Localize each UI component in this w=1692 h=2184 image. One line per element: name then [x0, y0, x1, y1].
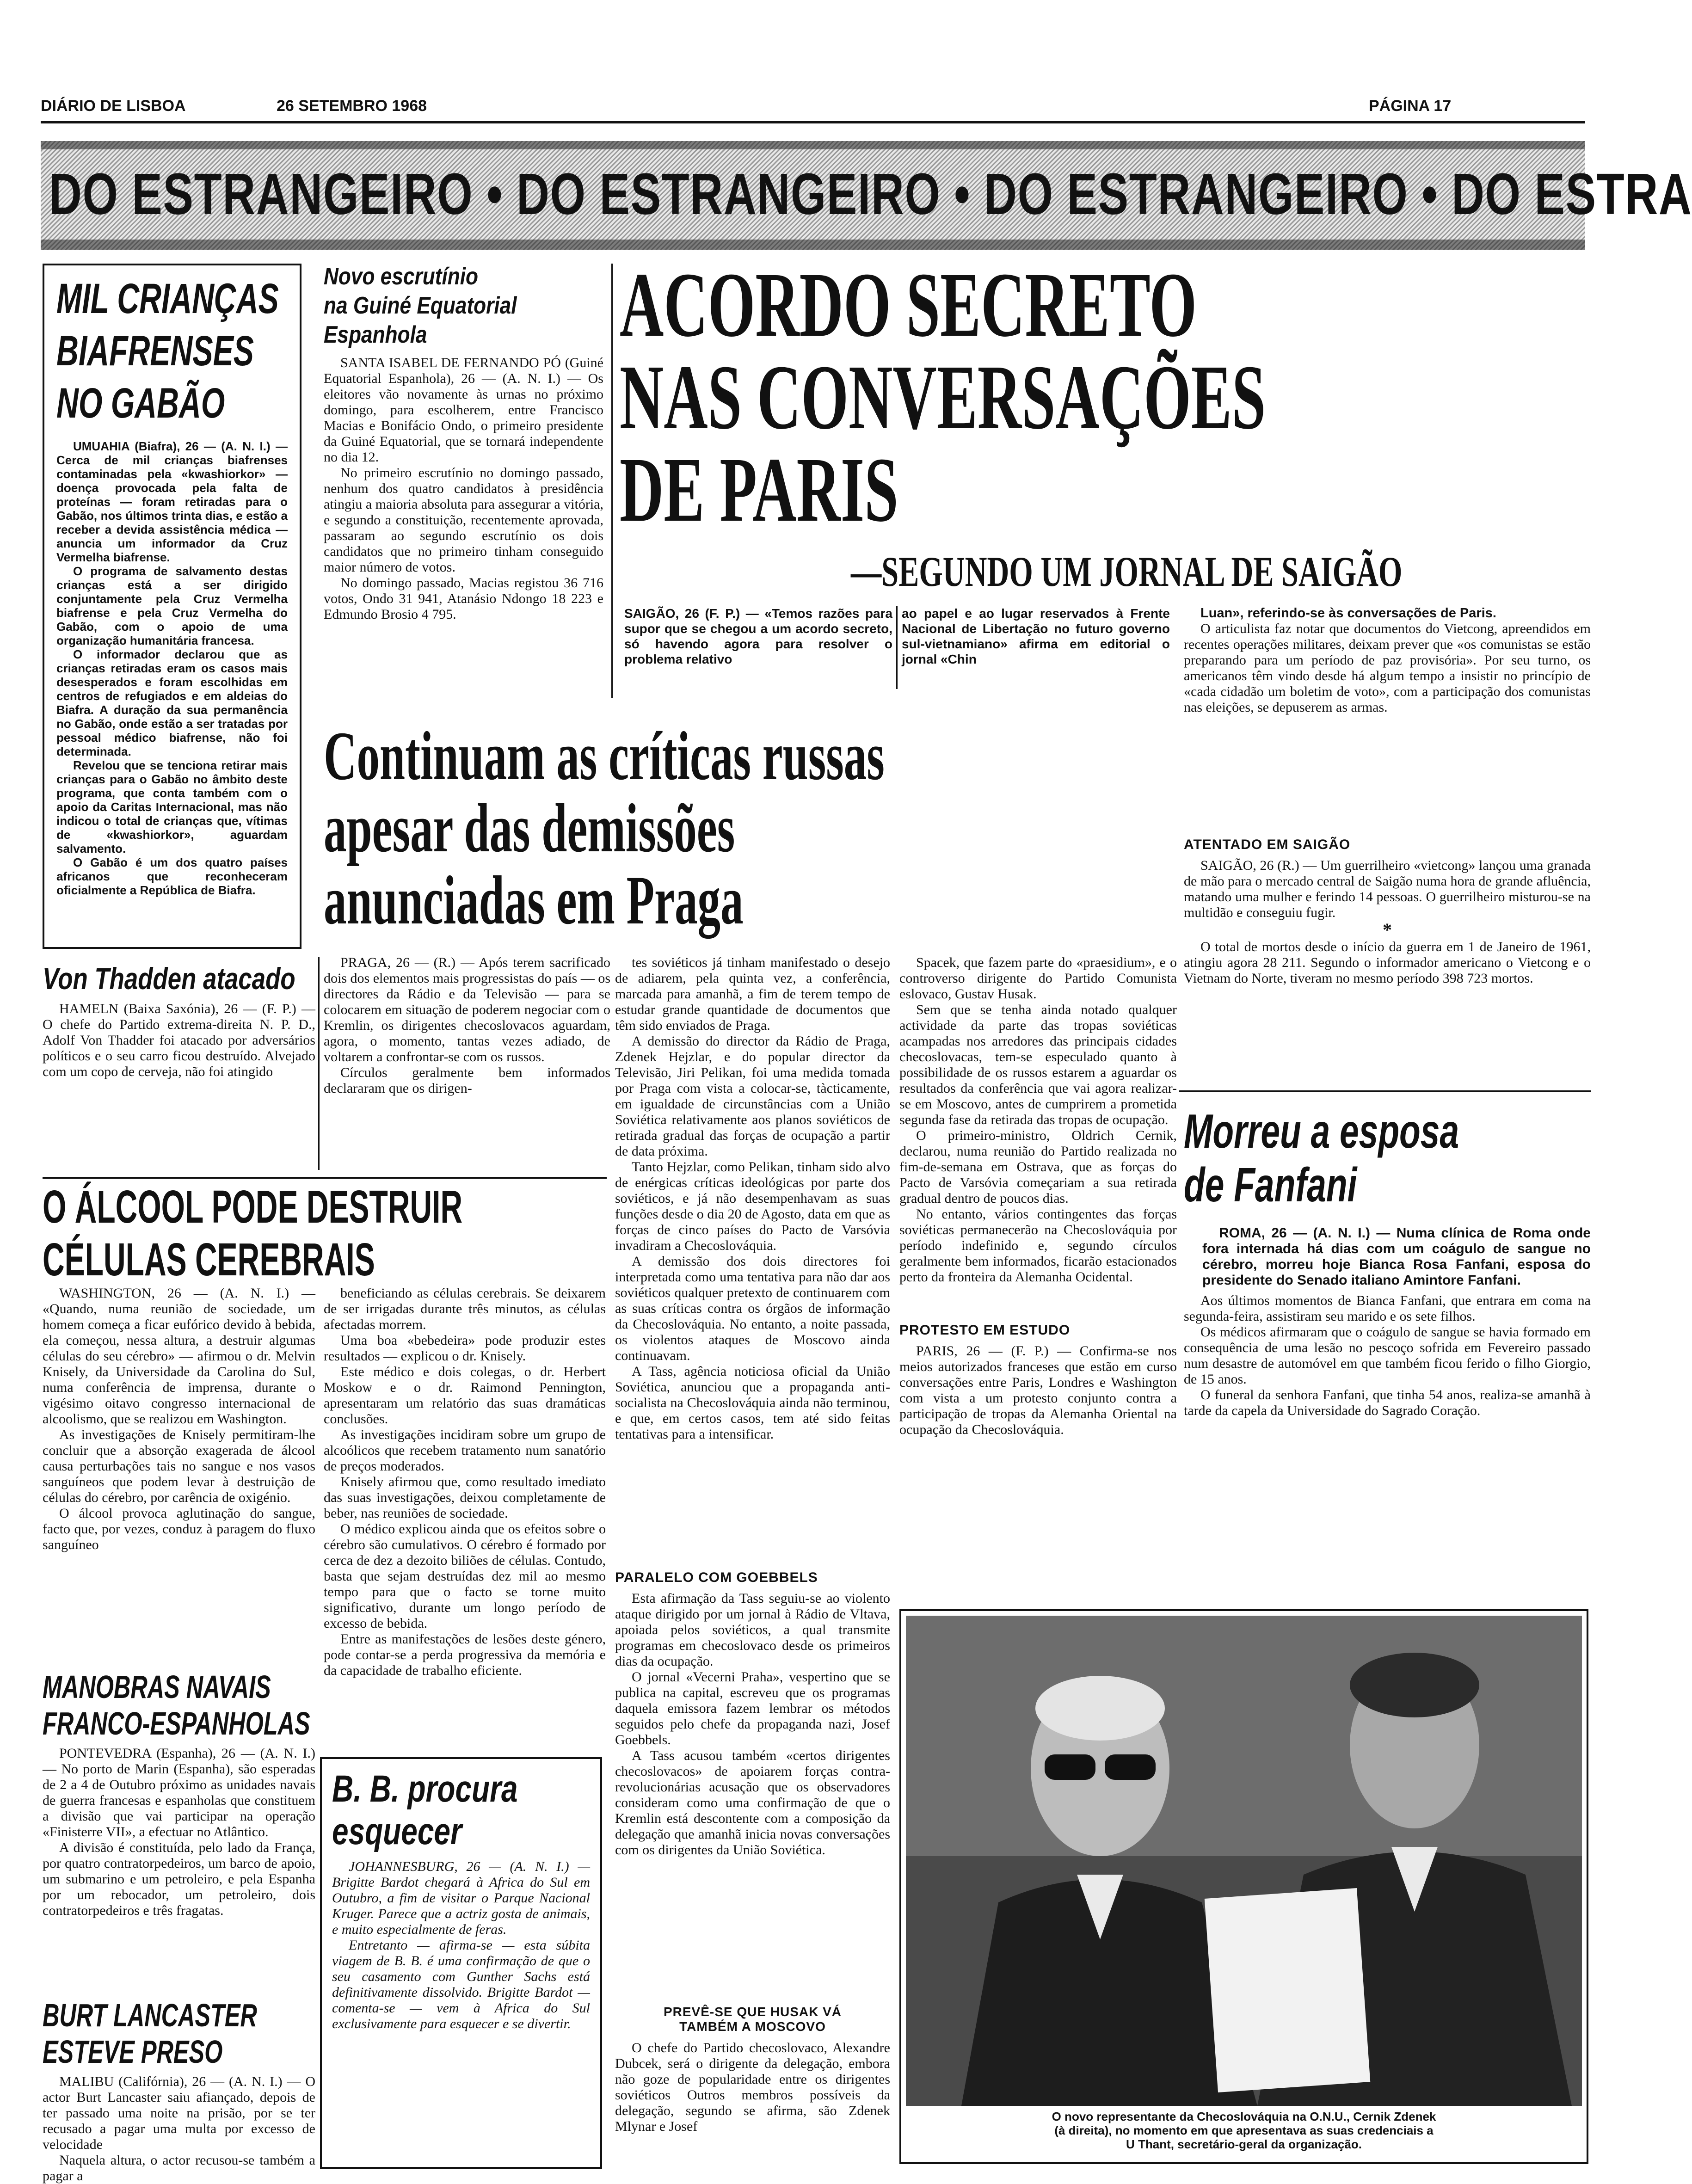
guine-article: [324, 264, 603, 703]
russas-c1-p1: PRAGA, 26 — (R.) — Após terem sacrificado dois dos elementos mais progressistas do país — os directores da Rádio e da Televisão — para se colocarem em situação de poderem negociar com o Kremlin, os dirigentes checoslovacos aguardam, agora, o momento, tantas vezes adiado, de voltarem a confrontar-se com os russos.: [324, 955, 610, 1064]
thadden-text: HAMELN (Baixa Saxónia), 26 — (F. P.) — O chefe do Partido extrema-direita N. P. D., Adolf Von Thadder foi atacado por adversários políticos e o seu carro ficou destruído. Alvejado com um copo de cerveja, não foi atingido: [43, 1001, 315, 1079]
husak-body: [615, 2040, 890, 2165]
russas-title: [324, 718, 1179, 943]
fanfani-title-2: de Fanfani: [1184, 1158, 1357, 1212]
caption-line-2: (à direita), no momento em que apresentava as suas credenciais a: [1054, 2123, 1434, 2137]
guine-title-3: Espanhola: [324, 321, 427, 349]
guine-body: [324, 355, 603, 688]
biafra-para-1: UMUAHIA (Biafra), 26 — (A. N. I.) — Cerca de mil crianças biafrenses contaminadas pela «kwashiorkor» — doença provocada pela falta de proteínas — foram retiradas para o Gabão, nos últimos trinta dias, e estão a receber a devida assistência médica — anuncia um informador da Cruz Vermelha biafrense.: [56, 439, 288, 564]
guine-para-1: SANTA ISABEL DE FERNANDO PÓ (Guiné Equatorial Espanhola), 26 — (A. N. I.) — Os eleitores vão novamente às urnas no próximo domingo, para escolherem, entre Francisco Macias e Bonifácio Ondo, o primeiro presidente da Guiné Equatorial, que se tornará independente no dia 12.: [324, 355, 603, 465]
russas-c2-p2: A demissão do director da Rádio de Praga, Zdenek Hejzlar, e do popular director da Televisão, Jiri Pelikan, foi uma medida tomada por Praga com vista a colocar-se, tàcticamente, em igualdade de circunstâncias com a União Soviética relativamente aos planos soviéticos de retirada gradual das forças de ocupação a partir de data próxima.: [615, 1034, 890, 1159]
lancaster-body: [43, 2074, 315, 2184]
bb-para-2: Entretanto — afirma-se — esta súbita viagem de B. B. é uma confirmação de que o seu casamento com Gunther Sachs está definitivamente dissolvido. Brigitte Bardot — comenta-se — vem à Africa do Sul exclusivamente para esquecer e se divertir.: [332, 1938, 590, 2032]
bb-body: [332, 1859, 590, 2141]
guine-para-2: No primeiro escrutínio no domingo passado, nenhum dos quatro candidatos à presidência atingiu a maioria absoluta para assegurar a vitória, e segundo a constituição, recentemente aprovada, passaram ao segundo escrutínio os dois candidatos que no primeiro tinham conseguido maior número de votos.: [324, 465, 603, 575]
husak-heading-1: PREVÊ-SE QUE HUSAK VÁ: [663, 2005, 842, 2019]
lancaster-title-2: ESTEVE PRESO: [43, 2034, 223, 2070]
paralelo-para-2: O jornal «Vecerni Praha», vespertino que se publica na capital, escreveu que os programas daquela emissora fazem lembrar os métodos seguidos pelo chefe da propaganda nazi, Josef Goebbels.: [615, 1669, 890, 1747]
alcool-c2-p2: Uma boa «bebedeira» pode produzir estes resultados — explicou o dr. Knisely.: [324, 1333, 606, 1364]
acordo-title-2: NAS CONVERSAÇÕES: [620, 346, 1266, 449]
bb-title-1: B. B. procura: [332, 1768, 518, 1810]
biafra-para-2: O programa de salvamento destas crianças está a ser dirigido conjuntamente pela Cruz Vermelha biafrense e pela Cruz Vermelha do Gabão, com o apoio de uma organização humanitária francesa.: [56, 564, 288, 647]
fanfani-para-2: Os médicos afirmaram que o coágulo de sangue se havia formado em consequência de uma lesão no pescoço sofrida em Fevereiro passado num desastre de automóvel em que também ficou ferido o filho Giorgio, de 15 anos.: [1184, 1324, 1591, 1387]
atentado-para-2: O total de mortos desde o início da guerra em 1 de Janeiro de 1961, atingiu agora 28 211. Segundo o informador americano o Vietcong e o Vietnam do Norte, tiveram no mesmo período 398 723 mortos.: [1184, 939, 1591, 986]
acordo-col-2: ao papel e ao lugar reservados à Frente Nacional de Libertação no futuro governo sul-vietnamiano» afirma em editorial o jornal «Chin: [902, 606, 1170, 666]
column-rule: [318, 957, 320, 1170]
banner-text: DO ESTRANGEIRO • DO ESTRANGEIRO • DO ESTRANGEIRO • DO ESTRA: [49, 161, 1692, 227]
russas-c3-p4: No entanto, vários contingentes das forças soviéticas permanecerão na Checoslováquia por período indefinido e, segundo círculos geralmente bem informados, ficarão estacionados perto da fronteira da Alemanha Ocidental.: [899, 1206, 1177, 1285]
russas-c3-p2: Sem que se tenha ainda notado qualquer actividade da parte das tropas soviéticas acampadas nos arredores das principais cidades checoslovacas, tem-se especulado quanto à possibilidade de os russos estarem a aguardar os resultados da conferência que vai agora realizar-se em Moscovo, antes de cumprirem a prometida segunda fase da retirada das tropas de ocupação.: [899, 1002, 1177, 1127]
paralelo-heading: PARALELO COM GOEBBELS: [615, 1570, 818, 1585]
russas-title-1: Continuam as críticas russas: [324, 718, 885, 794]
biafra-title-3: NO GABÃO: [56, 380, 225, 427]
alcool-c2-p5: Knisely afirmou que, como resultado imediato das suas investigações, deixou completamente de beber, nas reuniões de sociedade.: [324, 1474, 606, 1521]
guine-para-3: No domingo passado, Macias registou 36 716 votos, Ondo 31 941, Atanásio Ndongo 18 223 e Edmundo Brosio 4 795.: [324, 575, 603, 622]
alcool-c2-p3: Este médico e dois colegas, o dr. Herbert Moskow e o dr. Raimond Pennington, apresentaram um relatório das suas dramáticas conclusões.: [324, 1364, 606, 1427]
manobras-title-1: MANOBRAS NAVAIS: [43, 1669, 271, 1705]
biafra-title-1: MIL CRIANÇAS: [56, 275, 279, 322]
alcool-col-2: [324, 1286, 606, 1748]
alcool-c1-p3: O álcool provoca aglutinação do sangue, facto que, por vezes, conduz à paragem do fluxo sanguíneo: [43, 1506, 315, 1552]
lancaster-title: [43, 1998, 320, 2072]
protesto-text: PARIS, 26 — (F. P.) — Confirma-se nos meios autorizados franceses que estão em curso conversações entre Paris, Londres e Washington com vista a um protesto conjunto contra a participação de tropas da Alemanha Oriental na ocupação da Checoslováquia.: [899, 1343, 1177, 1437]
alcool-col-1: [43, 1286, 315, 1660]
biafra-body: [56, 439, 288, 920]
biafra-para-4: Revelou que se tenciona retirar mais crianças para o Gabão no âmbito deste programa, que conta também com o apoio da Caritas Internacional, mas não indicou o total de crianças que, vítimas de «kwashiorkor», aguardam salvamento.: [56, 758, 288, 855]
fanfani-body: [1184, 1225, 1591, 1595]
acordo-title-1: ACORDO SECRETO: [620, 254, 1197, 356]
acordo-col-3-lead: Luan», referindo-se às conversações de Paris.: [1200, 606, 1496, 621]
biafra-para-5: O Gabão é um dos quatro países africanos que reconheceram oficialmente a República de Biafra.: [56, 855, 288, 897]
manobras-title-2: FRANCO-ESPANHOLAS: [43, 1705, 310, 1741]
guine-title-1: Novo escrutínio: [324, 263, 479, 290]
bb-article: [320, 1757, 602, 2169]
newspaper-name: DIÁRIO DE LISBOA: [41, 97, 186, 115]
fanfani-para-1: Aos últimos momentos de Bianca Fanfani, que entrara em coma na segunda-feira, assistiram seu marido e os sete filhos.: [1184, 1293, 1591, 1324]
column-rule: [896, 606, 898, 689]
acordo-col-3-text: O articulista faz notar que documentos do Vietcong, apreendidos em recentes operações militares, deixam prever que «os comunistas se estão preparando para um período de paz provisória». Por seu turno, os americanos têm vindo desde há algum tempo a insistir no princípio de «cada cidadão um boletim de voto», com a participação dos comunistas nas eleições, se depuserem as armas.: [1184, 621, 1591, 715]
biafra-title-2: BIAFRENSES: [56, 327, 254, 375]
thadden-body: [43, 1001, 315, 1195]
manobras-para-2: A divisão é constituída, pelo lado da França, por quatro contratorpedeiros, um barco de apoio, um submarino e um petroleiro, e pela Espanha por um rebocador, um petroleiro, dois contratorpedeiros e três fragatas.: [43, 1840, 315, 1918]
alcool-title: [43, 1181, 607, 1286]
atentado-body: [1184, 858, 1591, 1084]
column-rule: [611, 264, 613, 698]
manobras-para-1: PONTEVEDRA (Espanha), 26 — (A. N. I.) — No porto de Marin (Espanha), são esperadas de 2 a 4 de Outubro próximo as unidades navais de guerra francesas e espanholas que constituem a divisão que vai participar na operação «Finisterre VII», a efectuar no Atlântico.: [43, 1746, 315, 1839]
russas-c2-p1: tes soviéticos já tinham manifestado o desejo de adiarem, pela quinta vez, a conferência, marcada para amanhã, a fim de terem tempo de estudar grande quantidade de documentos que têm sido enviados de Praga.: [615, 955, 890, 1033]
lancaster-title-1: BURT LANCASTER: [43, 1997, 257, 2033]
husak-text: O chefe do Partido checoslovaco, Alexandre Dubcek, será o dirigente da delegação, embora não goze de popularidade entre os dirigentes soviéticos Outros membros possíveis da delegação, segundo se afirma, são Zdenek Mlynar e Josef: [615, 2040, 890, 2134]
russas-c2-p5: A Tass, agência noticiosa oficial da União Soviética, anunciou que a propaganda anti-socialista na Checoslováquia ainda não terminou, e que, em certos casos, tem até sido feitas tentativas para a intensificar.: [615, 1364, 890, 1442]
alcool-c1-p2: As investigações de Knisely permitiram-lhe concluir que a absorção exagerada de álcool causa perturbações tais no sangue e nos vasos sanguíneos que podem levar à destruição de células do cérebro, por carência de oxigénio.: [43, 1427, 315, 1505]
acordo-col-3: [1184, 606, 1591, 837]
manobras-title: [43, 1669, 320, 1743]
photo-caption: [906, 2110, 1582, 2151]
russas-col-1: [324, 955, 610, 1177]
biafra-para-3: O informador declarou que as crianças retiradas eram os casos mais desesperados e foram escolhidas em centros de refugiados e em aldeias do Biafra. A duração da sua permanência no Gabão, onde estão a ser tratadas por pessoal médico biafrense, não foi determinada.: [56, 647, 288, 758]
russas-title-3: anunciadas em Praga: [324, 862, 744, 939]
photo-frame: [899, 1609, 1588, 2164]
section-banner: [41, 141, 1692, 250]
russas-title-2: apesar das demissões: [324, 790, 735, 867]
alcool-title-2: CÉLULAS CEREBRAIS: [43, 1234, 375, 1286]
guine-title-2: na Guiné Equatorial: [324, 292, 517, 320]
paralelo-para-3: A Tass acusou também «certos dirigentes checoslovacos» de apoiarem forças contra-revolucionárias acusação que os observadores consideram como uma confirmação de que o Kremlin está descontente com a composição da delegação que amanhã inicia novas conversações com os dirigentes da União Soviética.: [615, 1748, 890, 1858]
fanfani-lead: ROMA, 26 — (A. N. I.) — Numa clínica de Roma onde fora internada há dias com um coágulo de sangue no cérebro, morreu hoje Bianca Rosa Fanfani, esposa do presidente do Senado italiano Amintore Fanfani.: [1202, 1225, 1591, 1288]
bb-title-2: esquecer: [332, 1810, 462, 1853]
issue-date: 26 SETEMBRO 1968: [277, 97, 427, 115]
russas-c3-p1: Spacek, que fazem parte do «praesidium», e o controverso dirigente do Partido Comunista eslovaco, Gustav Husak.: [899, 955, 1177, 1002]
acordo-title-3: DE PARIS: [620, 439, 898, 541]
alcool-c2-p4: As investigações incidiram sobre um grupo de alcoólicos que recebem tratamento num sanatório de preços moderados.: [324, 1427, 606, 1474]
fanfani-para-3: O funeral da senhora Fanfani, que tinha 54 anos, realiza-se amanhã à tarde da capela da Universidade do Sagrado Coração.: [1184, 1387, 1591, 1418]
section-rule: [1179, 1090, 1591, 1092]
acordo-col-1: SAIGÃO, 26 (F. P.) — «Temos razões para supor que se chegou a um acordo secreto, só havendo agora para resolver o problema relativo: [624, 606, 892, 666]
husak-heading-2: TAMBÉM A MOSCOVO: [679, 2019, 826, 2034]
atentado-heading: ATENTADO EM SAIGÃO: [1184, 837, 1351, 852]
husak-heading: [615, 2005, 890, 2034]
fanfani-title-1: Morreu a esposa: [1184, 1105, 1459, 1158]
atentado-para-1: SAIGÃO, 26 (R.) — Um guerrilheiro «vietcong» lançou uma granada de mão para o mercado central de Saigão numa hora de grande afluência, matando uma mulher e ferindo 14 pessoas. O guerrilheiro misturou-se na multidão e conseguiu fugir.: [1184, 858, 1591, 920]
caption-line-3: U Thant, secretário-geral da organização.: [1126, 2137, 1362, 2151]
thadden-title: Von Thadden atacado: [43, 961, 295, 996]
atentado-separator: *: [1383, 919, 1392, 940]
alcool-c1-p1: WASHINGTON, 26 — (A. N. I.) — «Quando, numa reunião de sociedade, um homem começa a ficar eufórico devido à bebida, ela começou, nessa altura, a destruir algumas células do seu cérebro» — afirmou o dr. Melvin Knisely, da Universidade da Carolina do Sul, numa conferência de imprensa, durante o vigésimo oitavo congresso internacional de alcoolismo, que se realizou em Washington.: [43, 1286, 315, 1427]
russas-col-2: [615, 955, 890, 1565]
paralelo-para-1: Esta afirmação da Tass seguiu-se ao violento ataque dirigido por um jornal à Rádio de Vltava, apoiada pelos soviéticos, a qual transmite programas em checoslovaco desde os primeiros dias da ocupação.: [615, 1591, 890, 1669]
news-photo: [906, 1616, 1582, 2106]
photo-illustration: [906, 1616, 1582, 2106]
header-rule: [41, 121, 1585, 123]
lancaster-para-2: Naquela altura, o actor recusou-se também a pagar a: [43, 2153, 315, 2184]
paralelo-body: [615, 1591, 890, 2002]
lancaster-para-1: MALIBU (Califórnia), 26 — (A. N. I.) — O actor Burt Lancaster saiu afiançado, depois de ter passado uma noite na prisão, por se ter recusado a pagar uma multa por excesso de velocidade: [43, 2074, 315, 2152]
caption-line-1: O novo representante da Checoslováquia na O.N.U., Cernik Zdenek: [1052, 2110, 1436, 2123]
page-number: PÁGINA 17: [1369, 97, 1452, 115]
acordo-subtitle: —SEGUNDO UM JORNAL DE SAIGÃO: [851, 548, 1403, 595]
russas-c2-p4: A demissão dos dois directores foi interpretada como uma tentativa para não dar aos soviéticos qualquer pretexto de continuarem com as suas críticas contra os órgãos de informação da Checoslováquia. No entanto, a noite passada, os violentos ataques de Moscovo ainda continuavam.: [615, 1254, 890, 1363]
russas-c3-p3: O primeiro-ministro, Oldrich Cernik, declarou, numa reunião do Partido realizada no fim-de-semana em Ostrava, que as forças do Pacto de Varsóvia começariam a sua retirada gradual dentro de poucos dias.: [899, 1128, 1177, 1206]
russas-c1-p2: Círculos geralmente bem informados declararam que os dirigen-: [324, 1065, 610, 1096]
alcool-title-1: O ÁLCOOL PODE DESTRUIR: [43, 1181, 463, 1233]
manobras-body: [43, 1746, 315, 1991]
protesto-body: [899, 1343, 1177, 1482]
biafra-article: [43, 264, 301, 949]
protesto-heading: PROTESTO EM ESTUDO: [899, 1323, 1071, 1338]
section-rule: [43, 1177, 607, 1179]
alcool-c2-p1: beneficiando as células cerebrais. Se deixarem de ser irrigadas durante três minutos, as células afectadas morrem.: [324, 1286, 606, 1332]
russas-c2-p3: Tanto Hejzlar, como Pelikan, tinham sido alvo de enérgicas críticas ideológicas por parte dos soviéticos, e já não desempenhavam as suas funções desde o dia 20 de Agosto, data em que as forças de cinco países do Pacto de Varsóvia invadiram a Checoslováquia.: [615, 1159, 890, 1253]
fanfani-title: [1184, 1105, 1591, 1221]
alcool-c2-p6: O médico explicou ainda que os efeitos sobre o cérebro são cumulativos. O cérebro é formado por cerca de dez a dezoito biliões de células. Contudo, basta que sejam destruídas dez mil ao mesmo tempo para que o facto se torne muito significativo, durante um longo período de excesso de bebida.: [324, 1521, 606, 1631]
alcool-c2-p7: Entre as manifestações de lesões deste género, pode contar-se a perda progressiva da memória e da capacidade de trabalho eficiente.: [324, 1631, 606, 1678]
bb-para-1: JOHANNESBURG, 26 — (A. N. I.) — Brigitte Bardot chegará à Africa do Sul em Outubro, a fim de visitar o Parque Nacional Kruger. Parece que a actriz gosta de animais, e muito especialmente de feras.: [332, 1859, 590, 1938]
